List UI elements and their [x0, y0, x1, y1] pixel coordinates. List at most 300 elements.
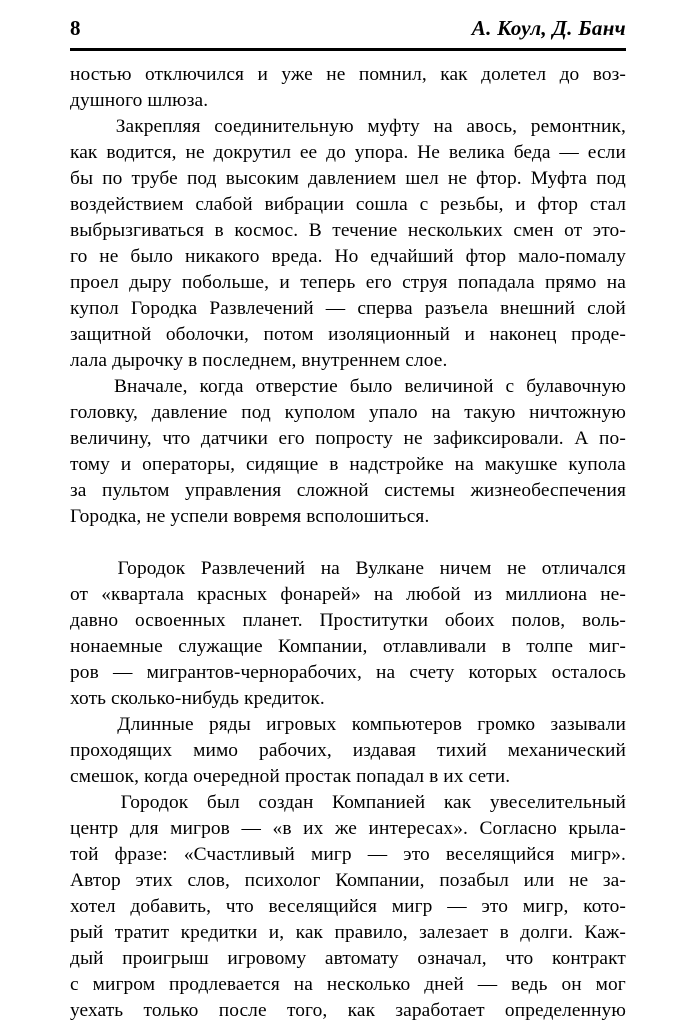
word: после	[218, 1000, 267, 1021]
word: помнил,	[358, 64, 427, 85]
word: игровому	[227, 948, 307, 969]
word: Городка	[130, 298, 198, 319]
word: струя	[402, 272, 448, 293]
paragraph	[70, 374, 626, 530]
word: докрутил	[213, 142, 291, 163]
text-line	[70, 946, 626, 972]
word: продлевается	[168, 974, 280, 995]
word: Компании,	[278, 636, 368, 657]
text-line	[70, 712, 626, 738]
word: полов,	[511, 610, 566, 631]
word: веселящийся	[268, 896, 378, 917]
word: проигрыш	[122, 948, 209, 969]
word: психолог	[244, 870, 321, 891]
word: мигров	[170, 818, 230, 839]
word: трубе	[131, 168, 178, 189]
word: величину,	[70, 428, 152, 449]
word: и	[279, 272, 290, 293]
word: куполом	[284, 402, 356, 423]
word: ее	[299, 142, 318, 163]
word: ностью	[70, 64, 132, 85]
word: ремонтник,	[530, 116, 626, 137]
word: компьютеров	[351, 714, 462, 735]
word: муфту	[367, 116, 420, 137]
word: соединительную	[214, 116, 354, 137]
word: до	[326, 142, 346, 163]
word: это	[481, 896, 509, 917]
running-head	[70, 16, 626, 52]
word: на	[376, 662, 396, 683]
word: что	[505, 948, 534, 969]
text-line	[70, 660, 626, 686]
word: уже	[281, 64, 313, 85]
word: «Счастливый	[183, 844, 295, 865]
word: беда	[513, 142, 551, 163]
text-line: хоть сколько-нибудь кредиток.	[70, 688, 325, 709]
word: разъела	[424, 298, 489, 319]
word: давлением	[308, 168, 397, 189]
word: А	[574, 428, 589, 449]
word: фтор.	[476, 168, 522, 189]
word: мигром	[92, 974, 156, 995]
word: ведь	[511, 974, 548, 995]
word: ряды	[208, 714, 251, 735]
word: Городок	[117, 558, 186, 579]
word: определенную	[504, 1000, 626, 1021]
word: мигр	[310, 844, 352, 865]
word: В	[308, 220, 322, 241]
word: рый	[70, 922, 104, 943]
word: его	[365, 272, 392, 293]
word: сошла	[355, 194, 408, 215]
word: крыла-	[568, 818, 626, 839]
word: был	[206, 792, 240, 813]
word: мог	[595, 974, 626, 995]
word: такую	[464, 402, 516, 423]
word: если	[587, 142, 626, 163]
word: мигр	[391, 896, 433, 917]
text-line: Городка, не успели вовремя всполошиться.	[70, 506, 430, 527]
word: сложной	[296, 480, 369, 501]
word: было	[349, 376, 393, 397]
word: обоих	[444, 610, 495, 631]
word: авось,	[466, 116, 518, 137]
word: ров	[70, 662, 99, 683]
word: слабой	[195, 194, 253, 215]
word: жизнеобеспечения	[470, 480, 626, 501]
word: Развлечений	[200, 558, 306, 579]
text-line: смешок, когда очередной простак попадал в их сети.	[70, 766, 511, 787]
word: правило,	[334, 922, 408, 943]
paragraph	[70, 790, 626, 1024]
word: отверстие	[255, 376, 338, 397]
word: контракт	[552, 948, 626, 969]
word: —	[447, 896, 467, 917]
word: системы	[384, 480, 455, 501]
word: дней	[424, 974, 464, 995]
text-line	[70, 582, 626, 608]
word: фразе:	[114, 844, 168, 865]
word: едчайший	[370, 246, 454, 267]
word: го	[70, 246, 88, 267]
word: Длинные	[117, 714, 194, 735]
word: защитной	[70, 324, 152, 345]
text-line	[70, 374, 626, 400]
word: на	[293, 974, 313, 995]
word: тихий	[437, 740, 487, 761]
word: —	[559, 142, 579, 163]
word: отключился	[144, 64, 245, 85]
word: на	[320, 558, 340, 579]
word: давление	[151, 402, 228, 423]
word: зазывали	[550, 714, 626, 735]
text-line	[70, 244, 626, 270]
text-line	[70, 166, 626, 192]
word: что	[225, 896, 254, 917]
word: Каж-	[584, 922, 626, 943]
word: оболочки,	[165, 324, 249, 345]
text-line: душного шлюза.	[70, 90, 209, 111]
word: от	[70, 584, 89, 605]
word: величиной	[404, 376, 494, 397]
text-line	[70, 972, 626, 998]
word: Вулкане	[355, 558, 425, 579]
text-line	[70, 62, 626, 88]
word: —	[477, 974, 498, 995]
word: с	[505, 376, 515, 397]
word: интересах».	[368, 818, 468, 839]
word: только	[143, 1000, 199, 1021]
word: воз-	[592, 64, 626, 85]
word: слой	[587, 298, 626, 319]
word: которых	[468, 662, 538, 683]
page-number: 8	[70, 16, 81, 40]
word: веселящийся	[445, 844, 555, 865]
word: Автор	[70, 870, 121, 891]
word: космос.	[234, 220, 299, 241]
word: Развлечений	[209, 298, 314, 319]
word: нонаемные	[70, 636, 163, 657]
word: позабыл	[439, 870, 509, 891]
word: долетел	[481, 64, 547, 85]
word: Компании,	[335, 870, 425, 891]
body-text-block	[70, 62, 626, 1024]
text-line	[70, 842, 626, 868]
word: служащие	[178, 636, 263, 657]
word: проде-	[571, 324, 626, 345]
word: тому	[70, 454, 110, 475]
text-line	[70, 738, 626, 764]
word: на	[373, 584, 394, 605]
word: —	[113, 662, 133, 683]
word: планет.	[242, 610, 303, 631]
word: в	[214, 220, 224, 241]
word: осталось	[551, 662, 626, 683]
word: шел	[405, 168, 439, 189]
word: на	[433, 116, 453, 137]
word: высоким	[225, 168, 299, 189]
word: в	[329, 454, 339, 475]
word: по	[102, 168, 123, 189]
word: и	[515, 194, 526, 215]
word: Не	[417, 142, 440, 163]
word: кредитки	[180, 922, 258, 943]
paragraph	[70, 556, 626, 712]
word: создан	[258, 792, 314, 813]
text-line	[70, 478, 626, 504]
word: что	[162, 428, 191, 449]
word: «в	[272, 818, 292, 839]
word: надстройке	[349, 454, 444, 475]
word: кото-	[583, 896, 626, 917]
word: упало	[368, 402, 418, 423]
word: освоенных	[134, 610, 226, 631]
word: внешний	[500, 298, 576, 319]
word: Муфта	[530, 168, 588, 189]
word: отличался	[541, 558, 626, 579]
word: Городок	[120, 792, 189, 813]
word: толпе	[526, 636, 574, 657]
word: дый	[70, 948, 104, 969]
word: тратит	[114, 922, 170, 943]
text-line	[70, 322, 626, 348]
word: теперь	[300, 272, 356, 293]
word: заработает	[395, 1000, 485, 1021]
text-line	[70, 998, 626, 1024]
word: на	[454, 454, 474, 475]
paragraph	[70, 62, 626, 114]
text-line	[70, 894, 626, 920]
text-line	[70, 296, 626, 322]
word: фтор	[465, 246, 507, 267]
word: сперва	[357, 298, 413, 319]
word: уехать	[70, 1000, 124, 1021]
text-line	[70, 218, 626, 244]
word: до	[559, 64, 580, 85]
word: счету	[409, 662, 455, 683]
word: Закрепляя	[115, 116, 201, 137]
word: центр	[70, 818, 119, 839]
word: их	[303, 818, 324, 839]
word: не	[326, 64, 346, 85]
word: же	[335, 818, 357, 839]
word: в	[501, 636, 511, 657]
word: Компанией	[332, 792, 426, 813]
word: залезает	[419, 922, 489, 943]
word: Вначале,	[113, 376, 188, 397]
word: управления	[184, 480, 282, 501]
text-line	[70, 634, 626, 660]
word: миг-	[588, 636, 626, 657]
word: не	[185, 142, 205, 163]
word: водится,	[106, 142, 177, 163]
word: не	[569, 870, 589, 891]
word: и,	[268, 922, 285, 943]
text-line	[70, 426, 626, 452]
word: несколько	[326, 974, 411, 995]
paragraph	[70, 114, 626, 374]
word: мало-помалу	[518, 246, 626, 267]
text-line	[70, 270, 626, 296]
text-line: лала дырочку в последнем, внутреннем слое.	[70, 350, 448, 371]
word: попросту	[315, 428, 393, 449]
word: датчики	[200, 428, 268, 449]
text-line	[70, 608, 626, 634]
word: мигр,	[522, 896, 569, 917]
word: добавить,	[130, 896, 212, 917]
word: с	[70, 974, 79, 995]
word: было	[130, 246, 174, 267]
word: как	[440, 64, 468, 85]
text-line	[70, 790, 626, 816]
word: громко	[477, 714, 536, 735]
word: от	[564, 220, 583, 241]
word: попадала	[457, 272, 535, 293]
word: велика	[448, 142, 505, 163]
word: увеселительный	[489, 792, 626, 813]
word: проходящих	[70, 740, 173, 761]
word: фтор	[537, 194, 579, 215]
word: купола	[568, 454, 626, 475]
text-line	[70, 452, 626, 478]
word: нескольких	[407, 220, 503, 241]
word: или	[523, 870, 555, 891]
word: головку,	[70, 402, 138, 423]
word: мигрантов-чернорабочих,	[146, 662, 362, 683]
word: на	[431, 402, 451, 423]
word: бы	[70, 168, 94, 189]
header-rule	[70, 48, 626, 51]
word: как	[295, 922, 324, 943]
word: его	[278, 428, 305, 449]
word: любой	[406, 584, 461, 605]
text-line	[70, 192, 626, 218]
word: в	[499, 922, 509, 943]
paragraph	[70, 712, 626, 790]
word: этих	[135, 870, 173, 891]
word: зафиксировали.	[433, 428, 564, 449]
word: под	[596, 168, 626, 189]
word: автомату	[324, 948, 399, 969]
word: сидящие	[245, 454, 319, 475]
word: резьбы,	[440, 194, 504, 215]
word: не	[447, 168, 468, 189]
word: пультом	[101, 480, 170, 501]
running-head-authors: А. Коул, Д. Банч	[471, 16, 626, 40]
word: купол	[70, 298, 119, 319]
word: он	[561, 974, 582, 995]
word: слов,	[187, 870, 230, 891]
word: как	[347, 1000, 376, 1021]
word: долги.	[520, 922, 574, 943]
word: ничтожную	[529, 402, 626, 423]
word: когда	[199, 376, 244, 397]
word: на	[606, 272, 626, 293]
word: прямо	[545, 272, 597, 293]
word: под	[241, 402, 271, 423]
word: упора.	[354, 142, 409, 163]
word: мигр».	[570, 844, 626, 865]
word: воздействием	[70, 194, 184, 215]
word: как	[70, 142, 98, 163]
word: игровых	[266, 714, 337, 735]
word: как	[443, 792, 472, 813]
word: это-	[592, 220, 626, 241]
word: механический	[507, 740, 626, 761]
word: операторы,	[142, 454, 236, 475]
word: за	[70, 480, 87, 501]
word: изоляционный	[328, 324, 450, 345]
text-line	[70, 556, 626, 582]
word: —	[325, 298, 346, 319]
word: воль-	[582, 610, 626, 631]
word: под	[186, 168, 217, 189]
word: за-	[602, 870, 626, 891]
word: и	[120, 454, 132, 475]
word: это	[403, 844, 430, 865]
word: не	[99, 246, 119, 267]
word: означал,	[417, 948, 487, 969]
word: и	[464, 324, 475, 345]
word: издавая	[352, 740, 417, 761]
word: миллиона	[505, 584, 588, 605]
word: хотел	[70, 896, 116, 917]
word: —	[367, 844, 388, 865]
word: из	[473, 584, 493, 605]
word: мимо	[193, 740, 239, 761]
word: проел	[70, 272, 119, 293]
word: рабочих,	[259, 740, 332, 761]
word: побольше,	[181, 272, 270, 293]
text-line	[70, 868, 626, 894]
word: вреда.	[271, 246, 323, 267]
text-line	[70, 114, 626, 140]
word: течение	[332, 220, 398, 241]
word: выбрызгиваться	[70, 220, 205, 241]
word: дыру	[129, 272, 172, 293]
word: никакого	[184, 246, 260, 267]
word: с	[419, 194, 429, 215]
text-line	[70, 920, 626, 946]
word: стал	[589, 194, 626, 215]
text-line	[70, 400, 626, 426]
word: отлавливали	[382, 636, 487, 657]
word: макушке	[484, 454, 558, 475]
word: красных	[197, 584, 268, 605]
word: давно	[70, 610, 119, 631]
word: вибрации	[264, 194, 345, 215]
word: той	[70, 844, 99, 865]
word: булавочную	[526, 376, 626, 397]
word: того,	[286, 1000, 328, 1021]
text-line	[70, 140, 626, 166]
word: для	[129, 818, 159, 839]
word: смен	[513, 220, 554, 241]
word: —	[241, 818, 261, 839]
word: потом	[263, 324, 314, 345]
word: «квартала	[101, 584, 184, 605]
word: наконец	[489, 324, 557, 345]
word: фонарей»	[280, 584, 361, 605]
word: и	[257, 64, 268, 85]
word: Проститутки	[319, 610, 429, 631]
word: по-	[599, 428, 626, 449]
word: не-	[600, 584, 626, 605]
word: Согласно	[479, 818, 557, 839]
word: ничем	[439, 558, 492, 579]
word: не	[403, 428, 423, 449]
word: не	[507, 558, 527, 579]
